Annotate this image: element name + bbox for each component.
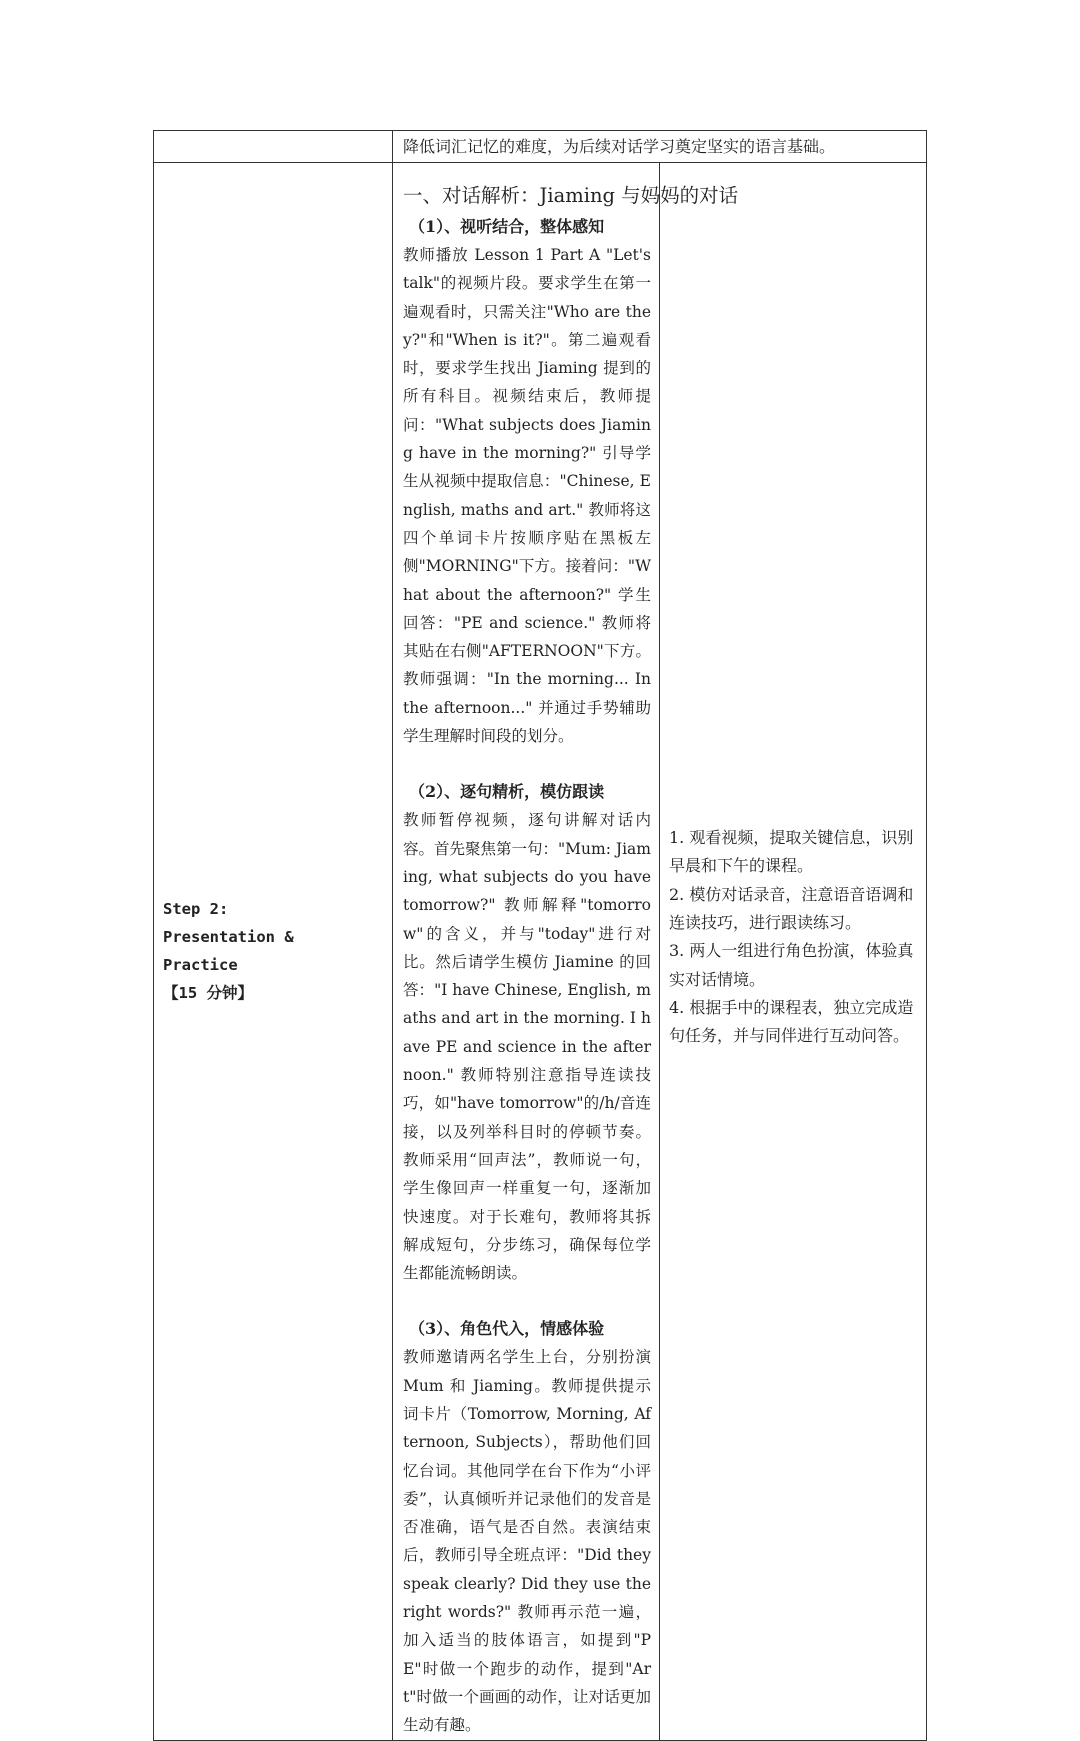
step-number: Step 2: [163, 900, 229, 919]
empty-cell [154, 131, 393, 163]
section-body: 教师播放 Lesson 1 Part A "Let's talk"的视频片段。要求学生在第一遍观看时，只需关注"Who are they?"和"When is it?"。第二遍观看时，要求学生找出 Jiaming 提到的所有科目。视频结束后，教师提问："What subjects does Jiaming have in the morning?" 引导学生从视频中提取信息："Chinese, English, maths and art." 教师将这四个单词卡片按顺序贴在黑板左侧"MORNING"下方。接着问："What about the afternoon?" 学生回答："PE and science." 教师将其贴在右侧"AFTERNOON"下方。教师强调："In the morning... In the afternoon..." 并通过手势辅助学生理解时间段的划分。 [403, 246, 651, 746]
section-heading: （1）、视听结合，整体感知 [409, 217, 605, 236]
section-body: 教师邀请两名学生上台，分别扮演 Mum 和 Jiaming。教师提供提示词卡片（Tomorrow, Morning, Afternoon, Subjects），帮助他们回忆台词。其他同学在台下作为“小评委”，认真倾听并记录他们的发音是否准确，语气是否自然。表演结束后，教师引导全班点评："Did they speak clearly? Did they use the right words?" 教师再示范一遍，加入适当的肢体语言，如提到"PE"时做一个跑步的动作，提到"Art"时做一个画画的动作，让对话更加生动有趣。 [403, 1348, 651, 1735]
section-body: 教师暂停视频，逐句讲解对话内容。首先聚焦第一句："Mum: Jiaming, what subjects do you have tomorrow?" 教师解释"tomorrow"的含义，并与"today"进行对比。然后请学生模仿 Jiamine 的回答："I have Chinese, English, maths and art in the morning. I have PE and science in the afternoon." 教师特别注意指导连读技巧，如"have tomorrow"的/h/音连接，以及列举科目时的停顿节奏。教师采用“回声法”，教师说一句，学生像回声一样重复一句，逐渐加快速度。对于长难句，教师将其拆解成短句，分步练习，确保每位学生都能流畅朗读。 [403, 811, 651, 1283]
step-duration: 【15 分钟】 [163, 984, 253, 1003]
table-row [154, 163, 927, 1741]
table-row [154, 131, 927, 163]
goal-item: 3. 两人一组进行角色扮演，体验真实对话情境。 [669, 941, 914, 989]
goal-item: 4. 根据手中的课程表，独立完成造句任务，并与同伴进行互动问答。 [669, 997, 914, 1046]
goal-item: 1. 观看视频，提取关键信息，识别早晨和下午的课程。 [669, 828, 914, 876]
goal-item: 2. 模仿对话录音，注意语音语调和连读技巧，进行跟读练习。 [669, 884, 914, 932]
step-cell [154, 163, 393, 1741]
step-name-line1: Presentation & [163, 928, 294, 947]
detail-cell [393, 163, 739, 1741]
lesson-plan-table [153, 130, 927, 1741]
step-name-line2: Practice [163, 956, 238, 975]
section-heading: （2）、逐句精析，模仿跟读 [409, 782, 605, 802]
top-text-cell [393, 131, 927, 163]
goals-cell [660, 163, 927, 1741]
section-heading: （3）、角色代入，情感体验 [409, 1319, 605, 1339]
top-row-text: 降低词汇记忆的难度，为后续对话学习奠定坚实的语言基础。 [403, 137, 836, 156]
step-label [154, 895, 392, 1007]
detail-title: 一、对话解析：Jiaming 与妈妈的对话 [403, 184, 739, 207]
